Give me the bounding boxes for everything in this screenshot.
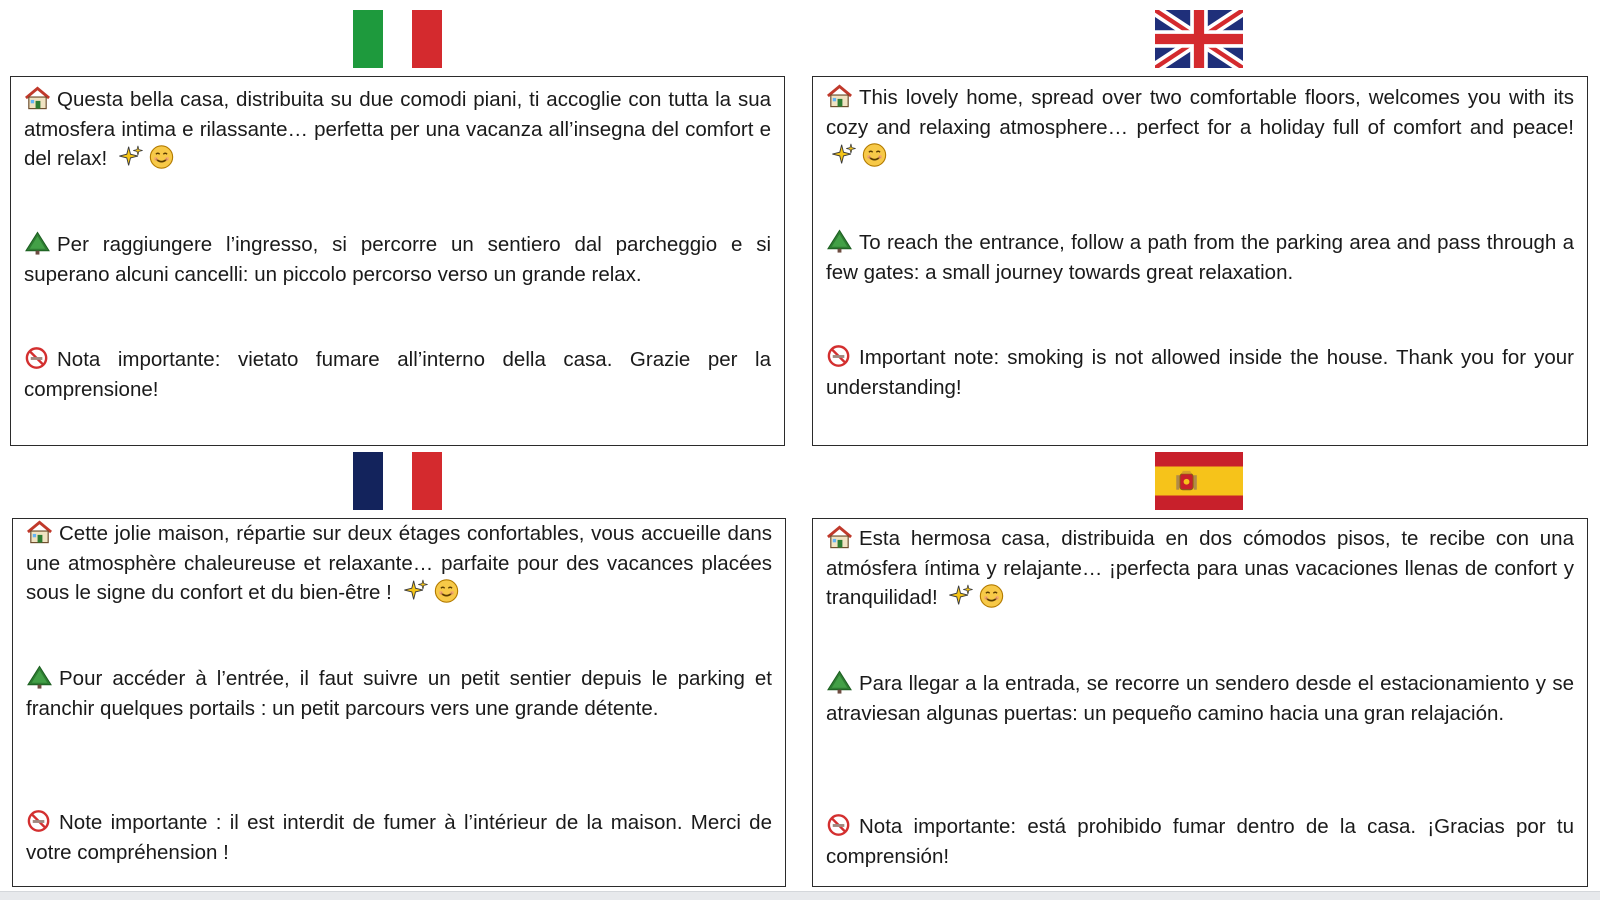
- spanish-text-box: [812, 518, 1588, 887]
- french-paragraph-note-text: Note importante : il est interdit de fumer à l’intérieur de la maison. Merci de votre compréhension !: [26, 811, 772, 864]
- french-paragraph-note: [26, 808, 772, 867]
- english-text-box: [812, 76, 1588, 446]
- sparkles-icon: [117, 144, 144, 170]
- no-entry-sign-icon: [24, 346, 51, 370]
- house-icon: [26, 520, 53, 544]
- france-flag: [353, 452, 442, 510]
- spain-flag: [1155, 452, 1243, 510]
- french-text-box: [12, 518, 786, 887]
- french-paragraph-intro: [26, 519, 772, 608]
- house-icon: [826, 84, 853, 108]
- spanish-paragraph-access-text: Para llegar a la entrada, se recorre un sendero desde el estacionamiento y se atraviesan algunas puertas: un pequeño camino hacia una gran relajación.: [826, 672, 1574, 725]
- evergreen-tree-icon: [24, 231, 51, 255]
- smiling-face-icon: [433, 578, 460, 604]
- no-entry-sign-icon: [826, 813, 853, 837]
- italian-paragraph-access-text: Per raggiungere l’ingresso, si percorre un sentiero dal parcheggio e si superano alcuni cancelli: un piccolo percorso verso un grande relax.: [24, 233, 771, 286]
- sparkles-icon: [830, 142, 857, 168]
- spanish-paragraph-note-text: Nota importante: está prohibido fumar dentro de la casa. ¡Gracias por tu comprensión!: [826, 815, 1574, 868]
- italian-text-box: [10, 76, 785, 446]
- evergreen-tree-icon: [26, 665, 53, 689]
- italian-paragraph-note: [24, 345, 771, 404]
- smiling-face-icon: [148, 144, 175, 170]
- italy-flag: [353, 10, 442, 68]
- english-paragraph-access: [826, 228, 1574, 287]
- spanish-paragraph-intro: [826, 524, 1574, 613]
- italian-paragraph-intro: [24, 85, 771, 174]
- spanish-paragraph-note: [826, 812, 1574, 871]
- english-paragraph-note-text: Important note: smoking is not allowed inside the house. Thank you for your understanding!: [826, 346, 1574, 399]
- french-paragraph-access-text: Pour accéder à l’entrée, il faut suivre un petit sentier depuis le parking et franchir quelques portails : un petit parcours vers une grande détente.: [26, 667, 772, 720]
- french-paragraph-access: [26, 664, 772, 723]
- italian-paragraph-note-text: Nota importante: vietato fumare all’interno della casa. Grazie per la comprensione!: [24, 348, 771, 401]
- house-icon: [826, 525, 853, 549]
- sparkles-icon: [402, 578, 429, 604]
- sparkles-icon: [947, 583, 974, 609]
- english-paragraph-intro-text: This lovely home, spread over two comfortable floors, welcomes you with its cozy and relaxing atmosphere… perfect for a holiday full of comfort and peace!: [826, 86, 1574, 139]
- english-paragraph-access-text: To reach the entrance, follow a path from the parking area and pass through a few gates: a small journey towards great relaxation.: [826, 231, 1574, 284]
- uk-flag: [1155, 10, 1243, 68]
- house-icon: [24, 86, 51, 110]
- english-paragraph-note: [826, 343, 1574, 402]
- english-paragraph-intro: [826, 83, 1574, 172]
- evergreen-tree-icon: [826, 670, 853, 694]
- evergreen-tree-icon: [826, 229, 853, 253]
- no-entry-sign-icon: [826, 344, 853, 368]
- italian-paragraph-access: [24, 230, 771, 289]
- french-paragraph-intro-text: Cette jolie maison, répartie sur deux étages confortables, vous accueille dans une atmosphère chaleureuse et relaxante… parfaite pour des vacances placées sous le signe du confort et du bien-être !: [26, 522, 772, 604]
- bottom-strip: [0, 891, 1600, 900]
- italian-paragraph-intro-text: Questa bella casa, distribuita su due comodi piani, ti accoglie con tutta la sua atmosfera intima e rilassante… perfetta per una vacanza all’insegna del comfort e del relax!: [24, 88, 771, 170]
- spanish-paragraph-intro-text: Esta hermosa casa, distribuida en dos cómodos pisos, te recibe con una atmósfera íntima y relajante… ¡perfecta para unas vacaciones llenas de confort y tranquilidad!: [826, 527, 1574, 609]
- smiling-face-icon: [978, 583, 1005, 609]
- spanish-paragraph-access: [826, 669, 1574, 728]
- no-entry-sign-icon: [26, 809, 53, 833]
- smiling-face-icon: [861, 142, 888, 168]
